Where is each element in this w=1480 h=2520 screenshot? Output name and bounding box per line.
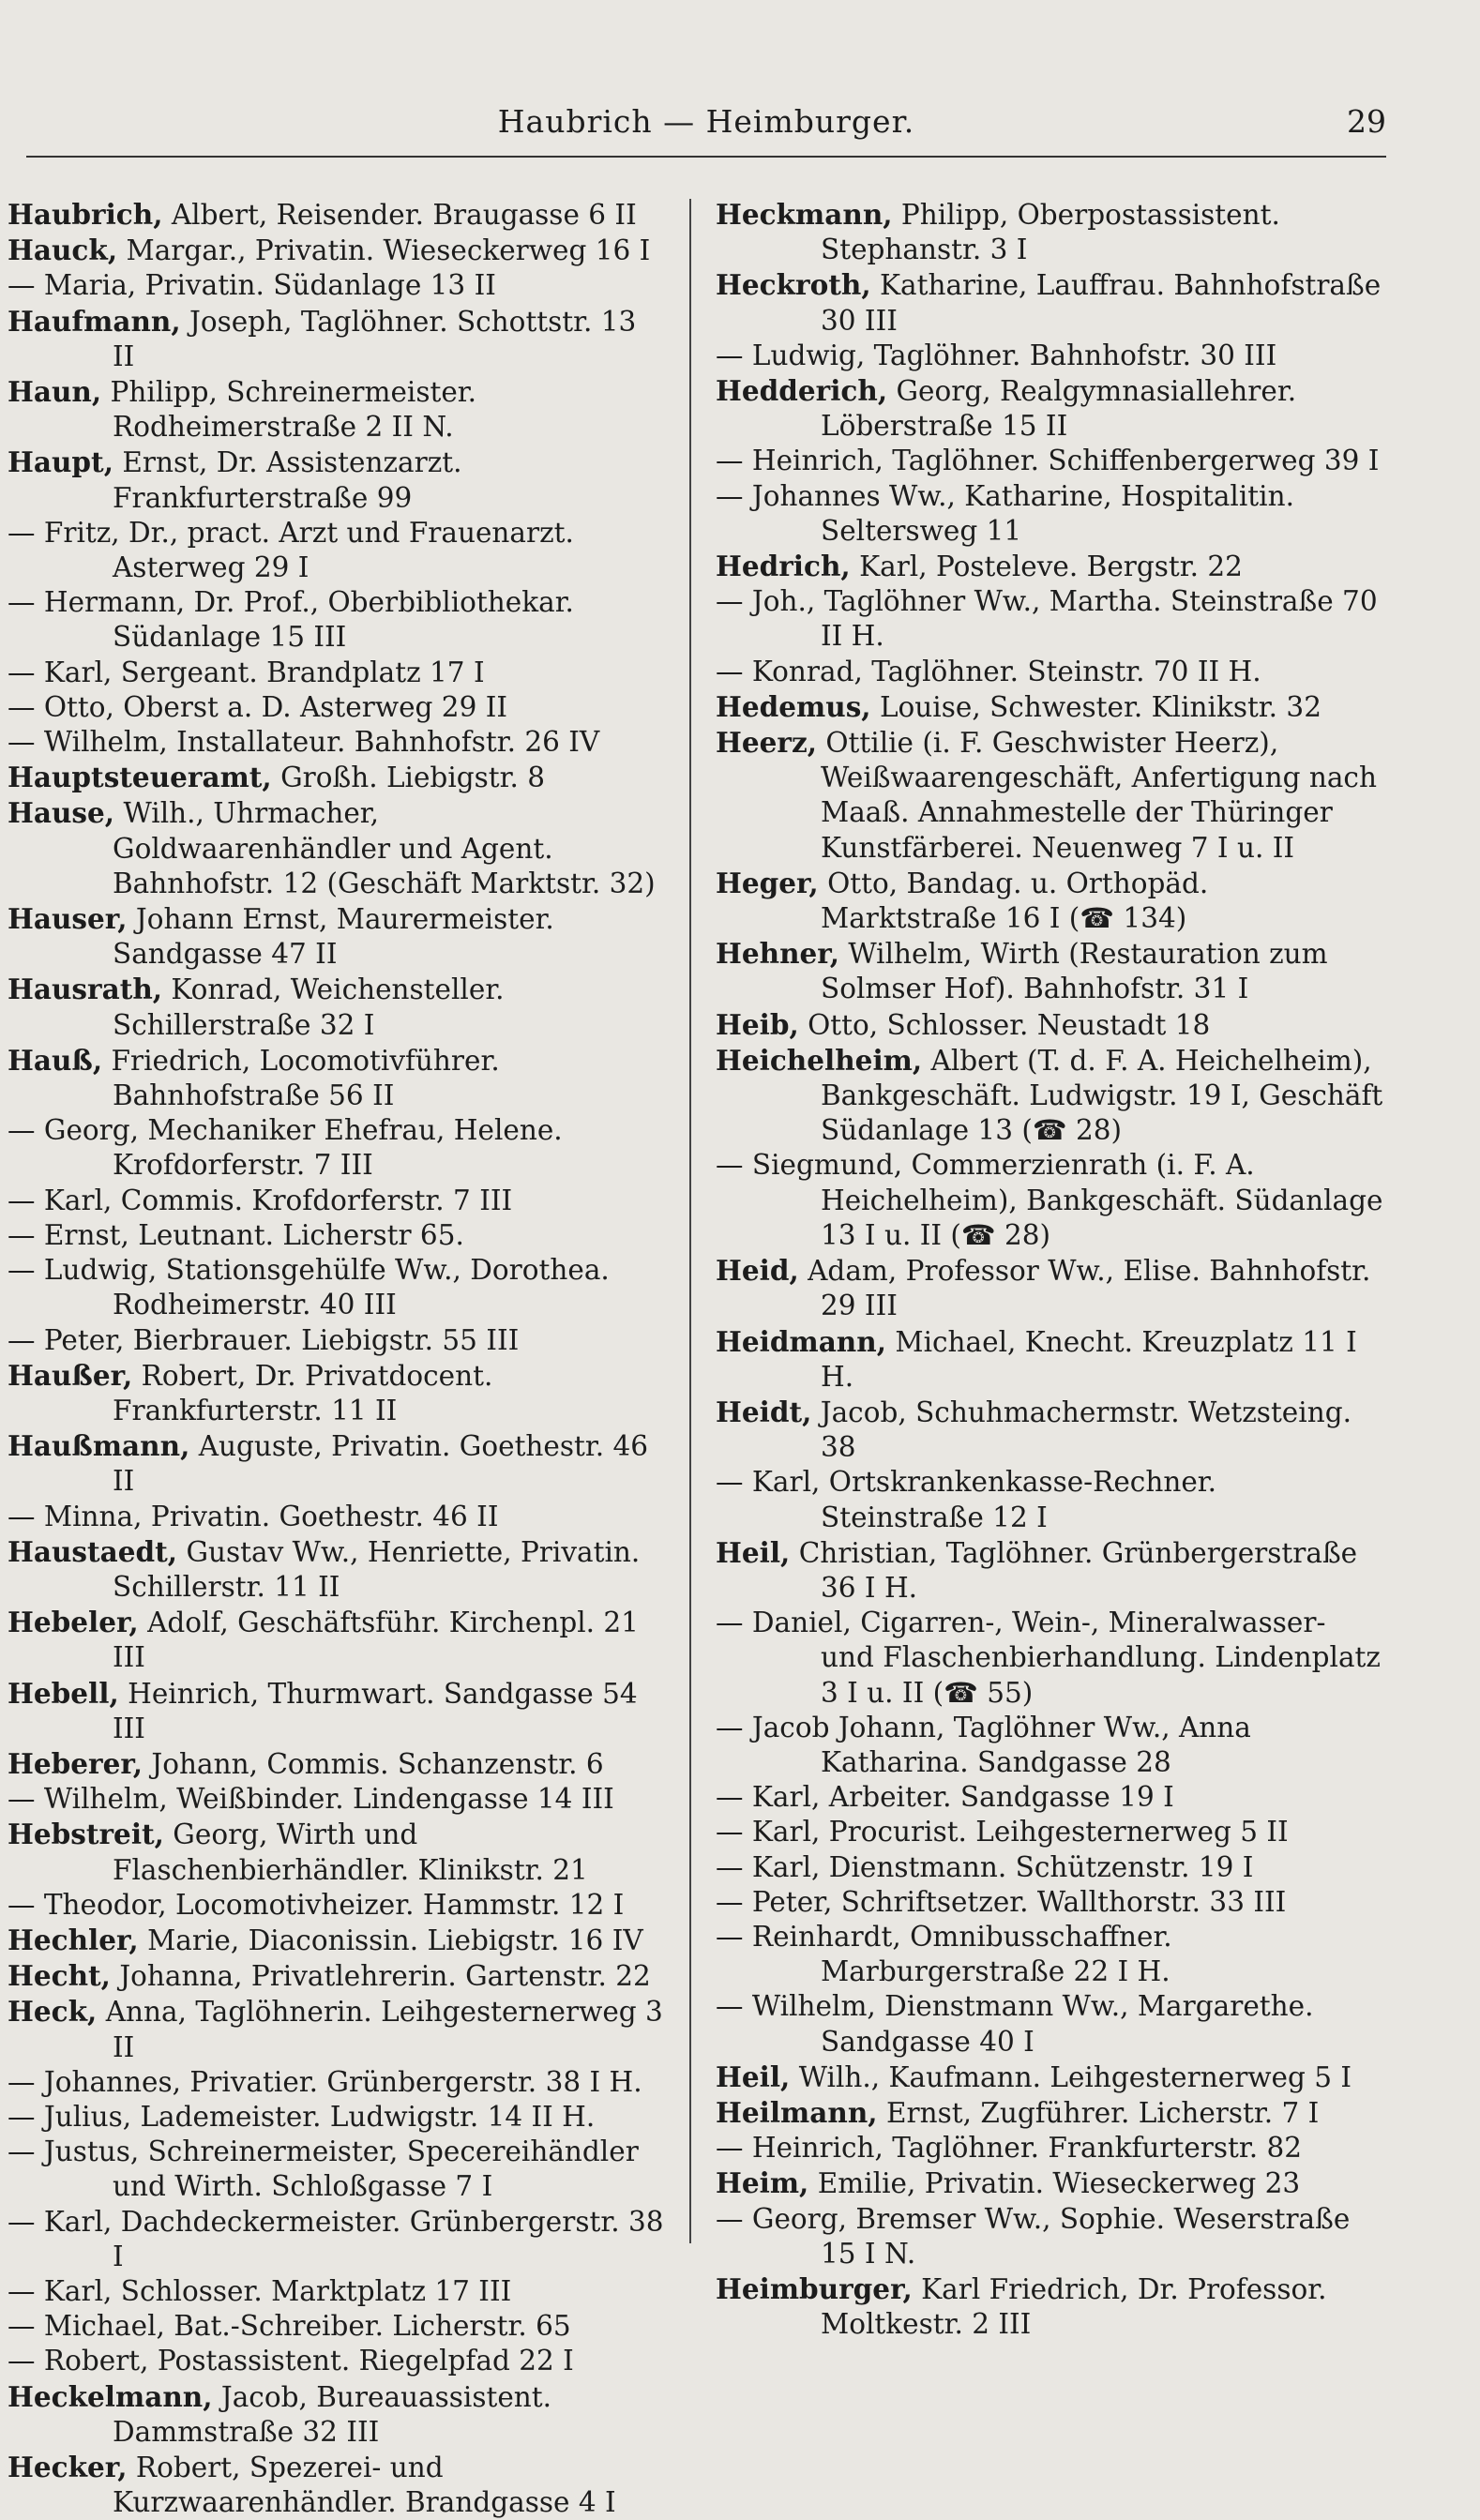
directory-entry bbox=[8, 233, 664, 268]
directory-column-right bbox=[716, 197, 1383, 2342]
directory-entry bbox=[716, 197, 1383, 267]
directory-entry bbox=[8, 1428, 664, 1499]
directory-entry bbox=[8, 1994, 664, 2064]
entry-text: Johann Ernst, Maurermeister. Sandgasse 47 II bbox=[113, 903, 554, 971]
directory-entry bbox=[716, 2271, 1383, 2342]
entry-text: Philipp, Schreinermeister. Rodheimerstraße 2 II N. bbox=[101, 376, 477, 444]
entry-surname: Hauser, bbox=[8, 902, 128, 936]
entry-text: — Karl, Schlosser. Marktplatz 17 III bbox=[8, 2274, 512, 2307]
entry-surname: Heckelmann, bbox=[8, 2379, 213, 2413]
entry-text: — Robert, Postassistent. Riegelpfad 22 I bbox=[8, 2345, 574, 2377]
entry-text: — Michael, Bat.-Schreiber. Licherstr. 65 bbox=[8, 2310, 571, 2343]
entry-surname: Haußer, bbox=[8, 1358, 133, 1392]
directory-entry bbox=[8, 725, 664, 760]
column-divider bbox=[689, 199, 691, 2243]
entry-text: Wilhelm, Wirth (Restauration zum Solmser Hof). Bahnhofstr. 31 I bbox=[821, 938, 1328, 1005]
directory-entry bbox=[716, 2131, 1383, 2165]
entry-text: Philipp, Oberpostassistent. Stephanstr. 3 I bbox=[821, 199, 1280, 266]
directory-entry bbox=[716, 1850, 1383, 1885]
page-header bbox=[26, 103, 1386, 152]
directory-entry bbox=[716, 1606, 1383, 1711]
directory-entry bbox=[8, 2205, 664, 2274]
directory-entry bbox=[716, 2060, 1383, 2095]
directory-entry bbox=[8, 1534, 664, 1605]
directory-entry bbox=[716, 1043, 1383, 1149]
entry-text: — Maria, Privatin. Südanlage 13 II bbox=[8, 269, 496, 302]
directory-entry bbox=[716, 1007, 1383, 1043]
entry-text: — Peter, Schriftsetzer. Wallthorstr. 33 III bbox=[716, 1885, 1287, 1918]
directory-entry bbox=[716, 2202, 1383, 2271]
entry-text: — Minna, Privatin. Goethestr. 46 II bbox=[8, 1500, 499, 1532]
directory-entry bbox=[716, 2165, 1383, 2201]
directory-entry bbox=[716, 866, 1383, 936]
entry-text: Otto, Schlosser. Neustadt 18 bbox=[798, 1008, 1211, 1041]
directory-entry bbox=[8, 2450, 664, 2520]
directory-entry bbox=[716, 339, 1383, 373]
directory-entry bbox=[8, 1958, 664, 1994]
entry-surname: Heck, bbox=[8, 1995, 98, 2029]
entry-surname: Hedemus, bbox=[716, 689, 871, 723]
directory-entry bbox=[8, 795, 664, 901]
entry-text: — Julius, Lademeister. Ludwigstr. 14 II H. bbox=[8, 2100, 596, 2133]
entry-text: — Theodor, Locomotivheizer. Hammstr. 12 I bbox=[8, 1888, 625, 1921]
entry-text: — Fritz, Dr., pract. Arzt und Frauenarzt. Asterweg 29 I bbox=[8, 516, 574, 584]
directory-entry bbox=[716, 655, 1383, 689]
entry-surname: Haun, bbox=[8, 375, 102, 409]
entry-surname: Heib, bbox=[716, 1007, 799, 1041]
directory-entry bbox=[8, 1500, 664, 1534]
directory-entry bbox=[716, 1148, 1383, 1253]
entry-text: Johann, Commis. Schanzenstr. 6 bbox=[143, 1747, 604, 1780]
entry-surname: Hecht, bbox=[8, 1959, 111, 1993]
entry-surname: Heerz, bbox=[716, 726, 817, 760]
entry-surname: Hebstreit, bbox=[8, 1818, 164, 1851]
directory-entry bbox=[716, 373, 1383, 444]
entry-text: — Ludwig, Taglöhner. Bahnhofstr. 30 III bbox=[716, 339, 1277, 371]
entry-surname: Haußmann, bbox=[8, 1429, 190, 1463]
entry-text: Emilie, Privatin. Wieseckerweg 23 bbox=[808, 2167, 1301, 2200]
entry-text: Ernst, Zugführer. Licherstr. 7 I bbox=[877, 2096, 1320, 2129]
directory-entry bbox=[8, 304, 664, 374]
directory-entry bbox=[8, 2274, 664, 2309]
entry-surname: Heil, bbox=[716, 2060, 791, 2093]
entry-surname: Haupt, bbox=[8, 445, 113, 479]
entry-text: Adam, Professor Ww., Elise. Bahnhofstr. 29 III bbox=[798, 1255, 1371, 1322]
entry-surname: Hecker, bbox=[8, 2451, 128, 2483]
entry-text: — Justus, Schreinermeister, Specereihändler und Wirth. Schloßgasse 7 I bbox=[8, 2135, 639, 2203]
entry-text: Margar., Privatin. Wieseckerweg 16 I bbox=[117, 234, 651, 267]
directory-entry bbox=[8, 1923, 664, 1958]
entry-surname: Hehner, bbox=[716, 937, 839, 971]
entry-surname: Heger, bbox=[716, 866, 819, 899]
entry-text: Michael, Knecht. Kreuzplatz 11 I H. bbox=[821, 1325, 1357, 1393]
directory-entry bbox=[716, 479, 1383, 549]
directory-entry bbox=[8, 760, 664, 795]
entry-surname: Heckmann, bbox=[716, 198, 893, 231]
entry-text: Ottilie (i. F. Geschwister Heerz), Weißwaarengeschäft, Anfertigung nach Maaß. Annahmestelle der Thüringer Kunstfärberei. Neuenweg 7 I u. II bbox=[816, 727, 1377, 864]
entry-surname: Heilmann, bbox=[716, 2095, 878, 2129]
entry-text: Adolf, Geschäftsführ. Kirchenpl. 21 III bbox=[113, 1607, 639, 1674]
directory-entry bbox=[8, 516, 664, 585]
entry-text: Jacob, Bureauassistent. Dammstraße 32 III bbox=[113, 2380, 552, 2448]
directory-entry bbox=[8, 1043, 664, 1113]
directory-entry bbox=[8, 2344, 664, 2378]
directory-entry bbox=[716, 584, 1383, 654]
entry-text: — Wilhelm, Installateur. Bahnhofstr. 26 IV bbox=[8, 726, 600, 759]
entry-text: — Wilhelm, Dienstmann Ww., Margarethe. Sandgasse 40 I bbox=[716, 1990, 1314, 2058]
entry-text: — Karl, Arbeiter. Sandgasse 19 I bbox=[716, 1781, 1174, 1814]
entry-text: — Konrad, Taglöhner. Steinstr. 70 II H. bbox=[716, 655, 1261, 687]
directory-entry bbox=[716, 1711, 1383, 1780]
running-head: Haubrich — Heimburger. bbox=[497, 103, 915, 140]
entry-surname: Heil, bbox=[716, 1535, 791, 1569]
directory-entry bbox=[8, 1113, 664, 1183]
entry-text: — Daniel, Cigarren-, Wein-, Mineralwasser- und Flaschenbierhandlung. Lindenplatz 3 I u. II (☎ 55) bbox=[716, 1607, 1381, 1709]
entry-text: Albert (T. d. F. A. Heichelheim), Bankgeschäft. Ludwigstr. 19 I, Geschäft Südanlage 13 (☎ 28) bbox=[821, 1044, 1383, 1147]
entry-text: — Hermann, Dr. Prof., Oberbibliothekar. Südanlage 15 III bbox=[8, 586, 574, 654]
entry-surname: Heidmann, bbox=[716, 1324, 886, 1358]
entry-text: Georg, Wirth und Flaschenbierhändler. Klinikstr. 21 bbox=[113, 1818, 588, 1886]
directory-entry bbox=[8, 972, 664, 1042]
entry-text: Marie, Diaconissin. Liebigstr. 16 IV bbox=[138, 1924, 643, 1956]
entry-surname: Haustaedt, bbox=[8, 1534, 178, 1568]
entry-text: Albert, Reisender. Braugasse 6 II bbox=[162, 199, 637, 231]
entry-surname: Hauß, bbox=[8, 1043, 103, 1077]
directory-entry bbox=[716, 1885, 1383, 1920]
entry-text: Joseph, Taglöhner. Schottstr. 13 II bbox=[113, 305, 637, 372]
directory-entry bbox=[716, 267, 1383, 338]
directory-entry bbox=[8, 1782, 664, 1817]
directory-entry bbox=[8, 2065, 664, 2100]
entry-surname: Haufmann, bbox=[8, 304, 181, 338]
directory-entry bbox=[8, 1817, 664, 1887]
entry-surname: Heichelheim, bbox=[716, 1043, 923, 1077]
entry-text: Katharine, Lauffrau. Bahnhofstraße 30 III bbox=[821, 269, 1382, 337]
entry-text: Louise, Schwester. Klinikstr. 32 bbox=[870, 690, 1321, 723]
page-number: 29 bbox=[1347, 103, 1386, 140]
entry-text: — Siegmund, Commerzienrath (i. F. A. Heichelheim), Bankgeschäft. Südanlage 13 I u. II (☎ 28) bbox=[716, 1149, 1383, 1251]
entry-text: — Ernst, Leutnant. Licherstr 65. bbox=[8, 1218, 464, 1251]
entry-text: — Reinhardt, Omnibusschaffner. Marburgerstraße 22 I H. bbox=[716, 1920, 1172, 1988]
entry-surname: Heid, bbox=[716, 1254, 799, 1288]
directory-entry bbox=[716, 1815, 1383, 1849]
directory-entry bbox=[716, 1989, 1383, 2059]
directory-entry bbox=[8, 1218, 664, 1253]
directory-entry bbox=[8, 1323, 664, 1358]
entry-text: Wilh., Kaufmann. Leihgesternerweg 5 I bbox=[790, 2060, 1352, 2093]
entry-text: Heinrich, Thurmwart. Sandgasse 54 III bbox=[113, 1677, 638, 1744]
entry-text: Friedrich, Locomotivführer. Bahnhofstraße 56 II bbox=[102, 1044, 500, 1112]
entry-surname: Hedrich, bbox=[716, 550, 851, 583]
entry-surname: Hauck, bbox=[8, 234, 118, 267]
entry-text: — Karl, Ortskrankenkasse-Rechner. Steinstraße 12 I bbox=[716, 1466, 1217, 1533]
entry-text: — Otto, Oberst a. D. Asterweg 29 II bbox=[8, 690, 508, 723]
entry-surname: Heimburger, bbox=[716, 2271, 913, 2305]
directory-entry bbox=[8, 1888, 664, 1923]
directory-entry bbox=[8, 1253, 664, 1322]
entry-text: — Karl, Commis. Krofdorferstr. 7 III bbox=[8, 1184, 513, 1216]
entry-text: Wilh., Uhrmacher, Goldwaarenhändler und Agent. Bahnhofstr. 12 (Geschäft Marktstr. 32) bbox=[113, 797, 656, 899]
entry-text: — Joh., Taglöhner Ww., Martha. Steinstraße 70 II H. bbox=[716, 585, 1378, 653]
entry-text: Jacob, Schuhmachermstr. Wetzsteing. 38 bbox=[811, 1396, 1352, 1464]
directory-entry bbox=[716, 1535, 1383, 1606]
directory-entry bbox=[8, 2309, 664, 2344]
header-rule bbox=[26, 156, 1386, 158]
directory-entry bbox=[8, 268, 664, 303]
directory-column-left bbox=[8, 197, 664, 2520]
directory-entry bbox=[8, 1184, 664, 1218]
directory-entry bbox=[716, 2095, 1383, 2131]
entry-surname: Hauptsteueramt, bbox=[8, 761, 272, 794]
entry-text: — Heinrich, Taglöhner. Schiffenbergerweg 39 I bbox=[716, 445, 1380, 477]
directory-entry bbox=[8, 690, 664, 725]
directory-entry bbox=[8, 2379, 664, 2450]
directory-entry bbox=[716, 1780, 1383, 1815]
directory-entry bbox=[716, 1395, 1383, 1465]
entry-text: — Karl, Sergeant. Brandplatz 17 I bbox=[8, 656, 485, 688]
entry-text: — Ludwig, Stationsgehülfe Ww., Dorothea. Rodheimerstr. 40 III bbox=[8, 1254, 610, 1321]
entry-text: Ernst, Dr. Assistenzarzt. Frankfurterstraße 99 bbox=[113, 446, 462, 514]
entry-text: Christian, Taglöhner. Grünbergerstraße 36 I H. bbox=[790, 1536, 1358, 1604]
entry-text: — Karl, Dachdeckermeister. Grünbergerstr. 38 I bbox=[8, 2205, 664, 2272]
directory-entry bbox=[8, 1605, 664, 1675]
entry-text: Johanna, Privatlehrerin. Gartenstr. 22 bbox=[110, 1960, 651, 1993]
entry-text: Robert, Dr. Privatdocent. Frankfurterstr. 11 II bbox=[113, 1359, 493, 1426]
entry-text: Gustav Ww., Henriette, Privatin. Schillerstr. 11 II bbox=[113, 1535, 641, 1603]
entry-text: — Wilhelm, Weißbinder. Lindengasse 14 III bbox=[8, 1783, 614, 1816]
entry-text: — Georg, Mechaniker Ehefrau, Helene. Krofdorferstr. 7 III bbox=[8, 1114, 563, 1182]
entry-text: Großh. Liebigstr. 8 bbox=[271, 762, 546, 794]
directory-entry bbox=[716, 444, 1383, 478]
directory-entry bbox=[716, 1324, 1383, 1395]
entry-text: Robert, Spezerei- und Kurzwaarenhändler. Brandgasse 4 I bbox=[113, 2452, 616, 2519]
entry-text: — Peter, Bierbrauer. Liebigstr. 55 III bbox=[8, 1323, 520, 1356]
entry-surname: Hebell, bbox=[8, 1676, 119, 1710]
entry-surname: Hedderich, bbox=[716, 374, 888, 408]
entry-text: — Johannes, Privatier. Grünbergerstr. 38 I H. bbox=[8, 2065, 642, 2098]
entry-surname: Hechler, bbox=[8, 1923, 139, 1956]
directory-entry bbox=[716, 1920, 1383, 1989]
directory-entry bbox=[716, 725, 1383, 866]
directory-entry bbox=[716, 1253, 1383, 1323]
entry-surname: Hause, bbox=[8, 796, 115, 830]
directory-entry bbox=[8, 1358, 664, 1428]
directory-entry bbox=[8, 1746, 664, 1782]
entry-text: — Johannes Ww., Katharine, Hospitalitin. Seltersweg 11 bbox=[716, 479, 1294, 547]
directory-entry bbox=[8, 445, 664, 515]
directory-entry bbox=[8, 901, 664, 972]
entry-text: Karl, Posteleve. Bergstr. 22 bbox=[850, 551, 1243, 583]
directory-entry bbox=[8, 585, 664, 655]
entry-text: Georg, Realgymnasiallehrer. Löberstraße 15 II bbox=[821, 375, 1297, 443]
entry-surname: Heckroth, bbox=[716, 268, 871, 302]
entry-text: — Heinrich, Taglöhner. Frankfurterstr. 82 bbox=[716, 2132, 1303, 2165]
directory-entry bbox=[716, 936, 1383, 1006]
entry-text: Konrad, Weichensteller. Schillerstraße 32 I bbox=[113, 973, 505, 1041]
directory-entry bbox=[8, 197, 664, 233]
entry-surname: Hausrath, bbox=[8, 973, 163, 1006]
entry-surname: Hebeler, bbox=[8, 1606, 139, 1639]
entry-text: — Karl, Dienstmann. Schützenstr. 19 I bbox=[716, 1850, 1254, 1883]
directory-entry bbox=[8, 374, 664, 445]
entry-surname: Heidt, bbox=[716, 1395, 812, 1428]
directory-entry bbox=[716, 689, 1383, 725]
directory-entry bbox=[8, 656, 664, 690]
entry-text: — Georg, Bremser Ww., Sophie. Weserstraße 15 I N. bbox=[716, 2202, 1351, 2270]
directory-entry bbox=[716, 549, 1383, 584]
entry-text: — Karl, Procurist. Leihgesternerweg 5 II bbox=[716, 1816, 1289, 1849]
directory-entry bbox=[8, 2100, 664, 2135]
entry-text: — Jacob Johann, Taglöhner Ww., Anna Katharina. Sandgasse 28 bbox=[716, 1711, 1251, 1778]
entry-surname: Heim, bbox=[716, 2166, 809, 2200]
directory-entry bbox=[8, 2135, 664, 2204]
entry-text: Karl Friedrich, Dr. Professor. Moltkestr. 2 III bbox=[821, 2272, 1327, 2341]
directory-entry bbox=[716, 1465, 1383, 1534]
entry-surname: Heberer, bbox=[8, 1746, 143, 1780]
directory-entry bbox=[8, 1676, 664, 1746]
entry-text: Otto, Bandag. u. Orthopäd. Marktstraße 16 I (☎ 134) bbox=[818, 867, 1209, 935]
entry-text: Anna, Taglöhnerin. Leihgesternerweg 3 II bbox=[97, 1996, 663, 2063]
entry-text: Auguste, Privatin. Goethestr. 46 II bbox=[113, 1430, 649, 1498]
entry-surname: Haubrich, bbox=[8, 198, 163, 231]
